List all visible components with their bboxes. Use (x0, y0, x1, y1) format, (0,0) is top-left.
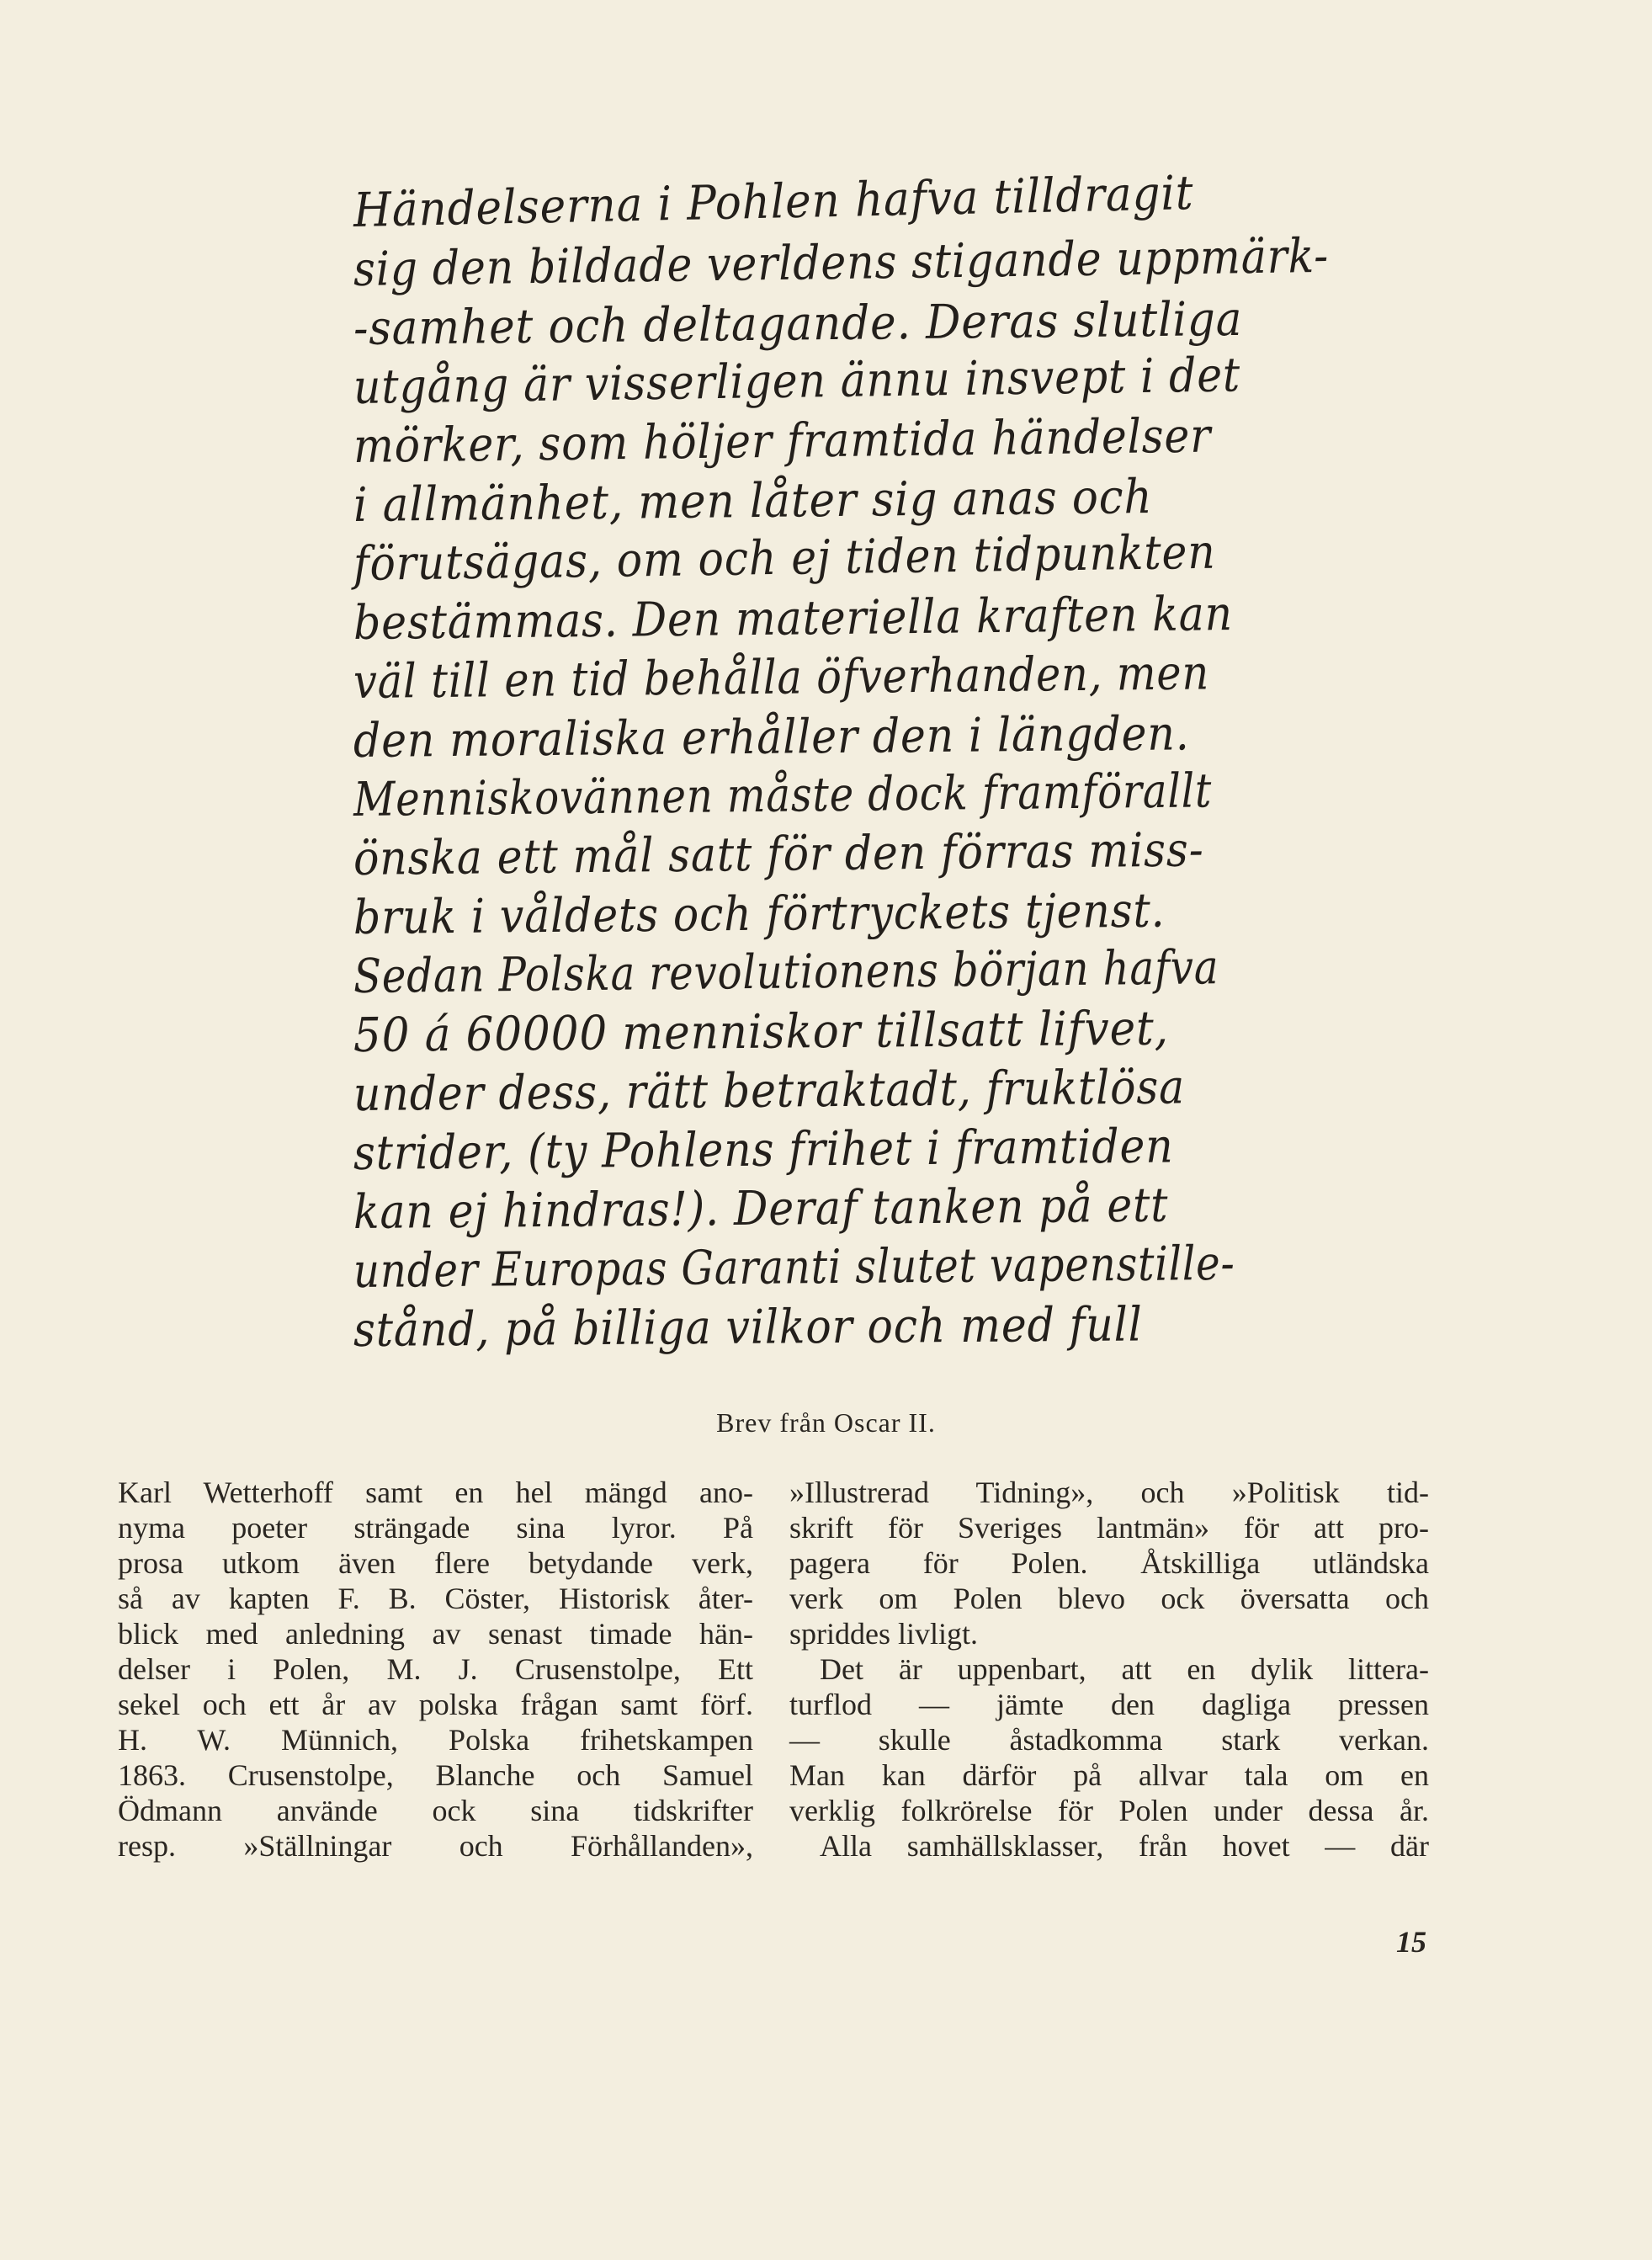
letter-line: bruk i våldets och förtryckets tjenst. (353, 883, 1166, 945)
letter-line: i allmänhet, men låter sig anas och (353, 470, 1153, 533)
text-line: verk om Polen blevo ock översatta och (789, 1582, 1429, 1615)
letter-line: under Europas Garanti slutet vapenstille- (353, 1236, 1235, 1299)
text-line: Alla samhällsklasser, från hovet — där (820, 1829, 1429, 1863)
text-line: blick med anledning av senast timade hän- (118, 1617, 753, 1651)
text-line: så av kapten F. B. Cöster, Historisk åter- (118, 1582, 753, 1615)
text-line: spriddes livligt. (789, 1617, 978, 1651)
text-line: Karl Wetterhoff samt en hel mängd ano- (118, 1476, 753, 1509)
text-line: verklig folkrörelse för Polen under dessa år. (789, 1794, 1429, 1827)
text-line: pagera för Polen. Åtskilliga utländska (789, 1546, 1429, 1580)
right-text-column (789, 1475, 1429, 1864)
letter-line: bestämmas. Den materiella kraften kan (353, 587, 1234, 651)
letter-line: sig den bildade verldens stigande uppmärk- (353, 228, 1330, 297)
text-line: Ödmann använde ock sina tidskrifter (118, 1794, 753, 1827)
handwritten-letter-facsimile (353, 166, 1330, 1376)
text-line: — skulle åstadkomma stark verkan. (789, 1723, 1429, 1757)
letter-line: väl till en tid behålla öfverhanden, men (353, 646, 1210, 710)
text-line: Det är uppenbart, att en dylik littera- (820, 1652, 1429, 1686)
text-line: resp. »Ställningar och Förhållanden», (118, 1829, 753, 1863)
text-line: delser i Polen, M. J. Crusenstolpe, Ett (118, 1652, 753, 1686)
text-line: sekel och ett år av polska frågan samt förf. (118, 1688, 753, 1721)
letter-line: utgång är visserligen ännu insvept i det (353, 348, 1241, 415)
letter-line: Sedan Polska revolutionens början hafva (353, 940, 1219, 1004)
text-line: turflod — jämte den dagliga pressen (789, 1688, 1429, 1721)
letter-line: kan ej hindras!). Deraf tanken på ett (353, 1178, 1169, 1240)
text-line: H. W. Münnich, Polska frihetskampen (118, 1723, 753, 1757)
letter-line: mörker, som höljer framtida händelser (353, 408, 1212, 474)
text-line: prosa utkom även flere betydande verk, (118, 1546, 753, 1580)
figure-caption: Brev från Oscar II. (716, 1407, 936, 1438)
letter-line: önska ett mål satt för den förras miss- (353, 822, 1204, 886)
letter-line: stånd, på billiga vilkor och med full (353, 1297, 1143, 1358)
text-line: 1863. Crusenstolpe, Blanche och Samuel (118, 1758, 753, 1792)
letter-line: under dess, rätt betraktadt, fruktlösa (353, 1060, 1186, 1122)
letter-line: strider, (ty Pohlens frihet i framtiden (353, 1119, 1174, 1181)
left-text-column (118, 1475, 753, 1864)
letter-line: förutsägas, om och ej tiden tidpunkten (353, 524, 1217, 592)
letter-line: -samhet och deltagande. Deras slutliga (353, 291, 1243, 356)
letter-line: 50 á 60000 menniskor tillsatt lifvet, (353, 1001, 1170, 1063)
text-line: nyma poeter strängade sina lyror. På (118, 1511, 753, 1545)
page-number: 15 (1396, 1925, 1426, 1959)
text-line: »Illustrerad Tidning», och »Politisk tid- (789, 1476, 1429, 1509)
text-line: Man kan därför på allvar tala om en (789, 1758, 1429, 1792)
letter-line: Händelserna i Pohlen hafva tilldragit (353, 166, 1195, 238)
text-line: skrift för Sveriges lantmän» för att pro- (789, 1511, 1429, 1545)
letter-line: Menniskovännen måste dock framförallt (353, 763, 1213, 827)
letter-line: den moraliska erhåller den i längden. (353, 706, 1190, 768)
